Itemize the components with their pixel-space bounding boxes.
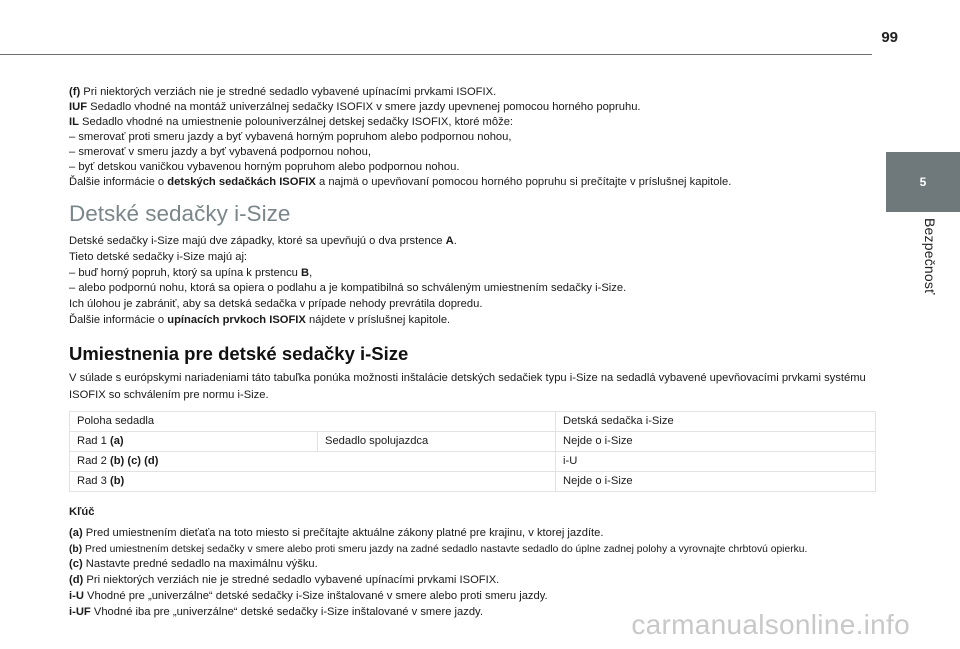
note-il-option: – byť detskou vaničkou vybavenou horným popruhom alebo podpornou nohou. (69, 161, 460, 173)
table-row (70, 431, 876, 451)
page-number: 99 (881, 29, 898, 46)
note-il-option: – smerovať v smeru jazdy a byť vybavená podpornou nohou, (69, 146, 371, 158)
row-label: Rad 3 (b) (70, 471, 556, 491)
key-item: (a) Pred umiestnením dieťaťa na toto miesto si prečítajte aktuálne zákony platné pre krajinu, v ktorej jazdíte. (69, 526, 604, 539)
table-row (70, 451, 876, 471)
row-label: Rad 2 (b) (c) (d) (70, 451, 556, 471)
isize-line: Ich úlohou je zabrániť, aby sa detská sedačka v prípade nehody prevrátila dopredu. (69, 298, 483, 311)
chapter-title: Bezpečnosť (922, 218, 938, 295)
note-f: (f) Pri niektorých verziách nie je stredné sedadlo vybavené upínacími prvkami ISOFIX. (69, 86, 497, 98)
chapter-tab[interactable] (886, 152, 960, 212)
isize-line: – alebo podpornú nohu, ktorá sa opiera o podlahu a je kompatibilná so schváleným umiestnením sedačky i-Size. (69, 282, 627, 295)
key-item: i-U Vhodné pre „univerzálne“ detské sedačky i-Size inštalované v smere alebo proti smeru jazdy. (69, 589, 548, 602)
note-iuf: IUF Sedadlo vhodné na montáž univerzálnej sedačky ISOFIX v smere jazdy upevnenej pomocou horného popruhu. (69, 101, 641, 113)
key-item: (b) Pred umiestnením detskej sedačky v smere alebo proti smeru jazdy na zadné sedadlo nastavte sedadlo do úplne zadnej polohy a vyrovnajte chrbtovú opierku. (69, 543, 808, 555)
row-value: Nejde o i-Size (556, 431, 876, 451)
key-title: Kľúč (69, 505, 95, 518)
isofix-notes (69, 85, 879, 190)
isize-section-heading: Detské sedačky i-Size (69, 201, 291, 226)
isize-line: Detské sedačky i-Size majú dve západky, ktoré sa upevňujú o dva prstence A. (69, 235, 457, 247)
watermark: carmanualsonline.info (631, 609, 910, 640)
key-item: i-UF Vhodné iba pre „univerzálne“ detské sedačky i-Size inštalované v smere jazdy. (69, 605, 483, 618)
isize-line: – buď horný popruh, ktorý sa upína k prstencu B, (69, 266, 313, 279)
row-value: i-U (556, 451, 876, 471)
note-more-info: Ďalšie informácie o detských sedačkách ISOFIX a najmä o upevňovaní pomocou horného popruhu si prečítajte v príslušnej kapitole. (69, 176, 732, 188)
header-rule (0, 54, 872, 55)
isize-description (69, 234, 879, 329)
chapter-number: 5 (919, 175, 927, 189)
table-header-row (70, 411, 876, 431)
positions-heading: Umiestnenia pre detské sedačky i-Size (69, 342, 409, 364)
note-il: IL Sedadlo vhodné na umiestnenie polouniverzálnej detskej sedačky ISOFIX, ktoré môže: (69, 116, 514, 128)
row-seat-name: Sedadlo spolujazdca (318, 431, 556, 451)
note-il-option: – smerovať proti smeru jazdy a byť vybavená horným popruhom alebo podpornou nohou, (69, 131, 512, 143)
positions-description: V súlade s európskymi nariadeniami táto tabuľka ponúka možnosti inštalácie detských sedačiek typu i-Size na sedadlá vybavené upevňovacími prvkami systému ISOFIX so schválením pre normu i-Size. (69, 371, 866, 401)
key-list (69, 526, 879, 621)
isize-line: Ďalšie informácie o upínacích prvkoch ISOFIX nájdete v príslušnej kapitole. (69, 313, 451, 326)
header-child-seat: Detská sedačka i-Size (556, 411, 876, 431)
key-item: (d) Pri niektorých verziách nie je stredné sedadlo vybavené upínacími prvkami ISOFIX. (69, 574, 500, 587)
row-label: Rad 1 (a) (70, 431, 318, 451)
table-row (70, 471, 876, 491)
page-content (69, 85, 879, 621)
row-value: Nejde o i-Size (556, 471, 876, 491)
key-item: (c) Nastavte predné sedadlo na maximálnu výšku. (69, 558, 318, 571)
isize-positions-table (69, 411, 876, 492)
isize-line: Tieto detské sedačky i-Size majú aj: (69, 250, 248, 263)
header-seat-position: Poloha sedadla (70, 411, 556, 431)
